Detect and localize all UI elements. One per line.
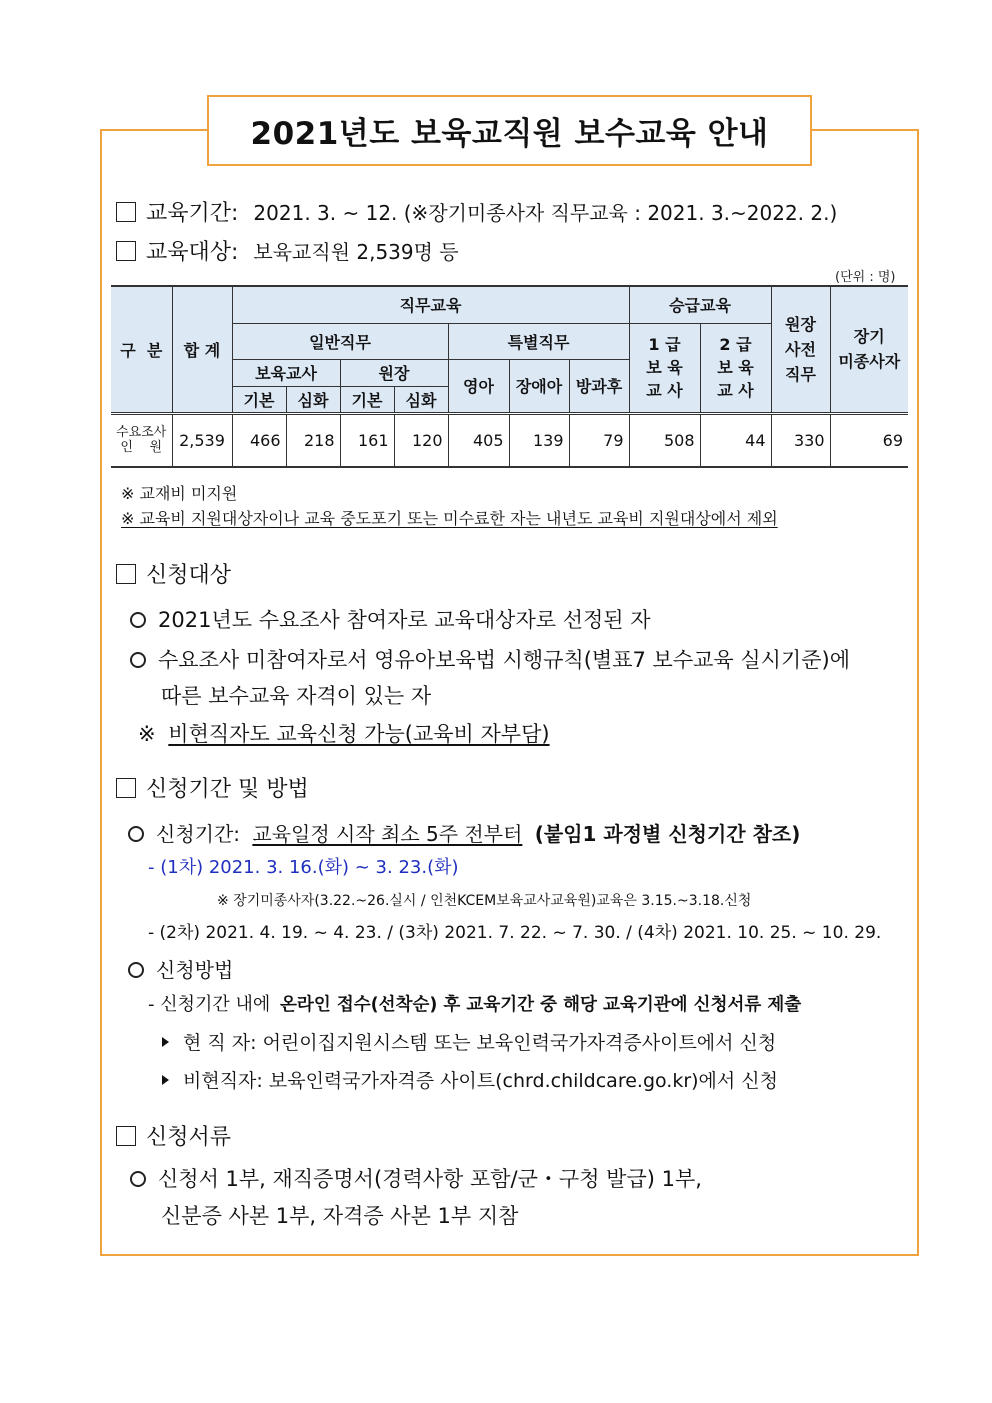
circle-bullet-icon [128,826,144,842]
round-others: - (2차) 2021. 4. 19. ~ 4. 23. / (3차) 2021. 7. 22. ~ 7. 30. / (4차) 2021. 10. 25. ~ 10. 29. [148,923,882,943]
circle-bullet-icon [130,652,146,668]
noncurrent-text: 비현직자: 보육인력국가자격증 사이트(chrd.childcare.go.kr)에서 신청 [183,1070,779,1092]
circle-bullet-icon [130,612,146,628]
apply-target-item2-cont: 따른 보수교육 자격이 있는 자 [161,684,432,708]
note-text: 비현직자도 교육신청 가능(교육비 자부담) [168,722,550,746]
header-deep: 심화 [286,386,340,413]
period-underlined: 교육일정 시작 최소 5주 전부터 [252,822,523,846]
method-bold: 온라인 접수(선착순) 후 교육기간 중 해당 교육기관에 신청서류 제출 [280,995,802,1015]
row-label: 수요조사 인 원 [111,413,172,467]
checkbox-icon [116,202,136,222]
table-cell: 218 [286,413,340,467]
method-label: 신청방법 [156,958,234,982]
unit-label: (단위 : 명) [835,270,896,285]
checkbox-icon [116,564,136,584]
apply-method-line [128,954,233,983]
header-deep: 심화 [394,386,448,413]
round1: - (1차) 2021. 3. 16.(화) ~ 3. 23.(화) [148,857,459,878]
header-gubun: 구 분 [111,286,172,413]
table-cell: 120 [394,413,448,467]
table-cell: 508 [629,413,700,467]
header-basic: 기본 [232,386,286,413]
note-exclusion: ※ 교육비 지원대상자이나 교육 중도포기 또는 미수료한 자는 내년도 교육비 지원대상에서 제외 [121,509,778,528]
header-afterschool: 방과후 [569,359,629,413]
documents-line1 [130,1163,702,1193]
section-apply-target [116,558,231,589]
note-mark: ※ [138,722,156,746]
period-value: 2021. 3. ~ 12. (※장기미종사자 직무교육 : 2021. 3.~2022. 2.) [253,201,838,225]
header-promotion: 승급교육 [629,286,771,323]
target-label: 교육대상: [146,240,239,265]
table-cell: 330 [771,413,830,467]
method-noncurrent [162,1066,778,1093]
triangle-bullet-icon [162,1037,169,1047]
documents-line2: 신분증 사본 1부, 자격증 사본 1부 지참 [161,1204,519,1228]
item-text: 2021년도 수요조사 참여자로 교육대상자로 선정된 자 [158,608,651,632]
circle-bullet-icon [130,1171,146,1187]
apply-period-line [128,818,800,847]
header-director: 원장 [340,359,448,386]
period-bold: (붙임1 과정별 신청기간 참조) [534,822,801,846]
row-total: 2,539 [172,413,232,467]
apply-target-item1 [130,604,651,634]
header-grade1: 1 급 보 육 교 사 [629,323,700,413]
apply-target-item2 [130,644,850,674]
education-table [111,285,908,468]
checkbox-icon [116,1126,136,1146]
table-cell: 69 [830,413,908,467]
table-cell: 79 [569,413,629,467]
note-material: ※ 교재비 미지원 [121,484,238,503]
checkbox-icon [116,778,136,798]
header-total: 합 계 [172,286,232,413]
table-cell: 44 [700,413,771,467]
section-documents [116,1120,231,1151]
section-apply-period [116,772,309,803]
circle-bullet-icon [128,962,144,978]
documents-text: 신청서 1부, 재직증명서(경력사항 포함/군・구청 발급) 1부, [158,1167,702,1191]
header-job: 직무교육 [232,286,629,323]
period-label: 교육기간: [146,201,239,226]
target-line [116,235,459,266]
header-teacher: 보육교사 [232,359,340,386]
header-longterm: 장기 미종사자 [830,286,908,413]
method-detail [148,990,801,1016]
header-grade2: 2 급 보 육 교 사 [700,323,771,413]
header-special: 특별직무 [448,323,629,359]
current-text: 현 직 자: 어린이집지원시스템 또는 보육인력국가자격증사이트에서 신청 [183,1032,777,1054]
round1-note: ※ 장기미종사자(3.22.~26.실시 / 인천KCEM보육교사교육원)교육은 3.15.~3.18.신청 [217,893,752,909]
header-disabled: 장애아 [509,359,569,413]
table-cell: 161 [340,413,394,467]
method-current [162,1028,776,1055]
section-heading: 신청대상 [146,563,232,588]
method-prefix: - 신청기간 내에 [148,994,271,1015]
item-text: 수요조사 미참여자로서 영유아보육법 시행규칙(별표7 보수교육 실시기준)에 [158,648,850,672]
section-heading: 신청서류 [146,1125,232,1150]
page-title: 2021년도 보육교직원 보수교육 안내 [207,95,812,166]
target-value: 보육교직원 2,539명 등 [253,240,459,264]
header-pre-director: 원장 사전 직무 [771,286,830,413]
period-label: 신청기간: [156,822,241,846]
period-line [116,196,837,227]
triangle-bullet-icon [162,1075,169,1085]
table-cell: 405 [448,413,509,467]
apply-target-note [138,718,550,748]
header-basic: 기본 [340,386,394,413]
header-general: 일반직무 [232,323,448,359]
header-infant: 영아 [448,359,509,413]
section-heading: 신청기간 및 방법 [146,777,309,802]
table-cell: 466 [232,413,286,467]
table-cell: 139 [509,413,569,467]
checkbox-icon [116,241,136,261]
